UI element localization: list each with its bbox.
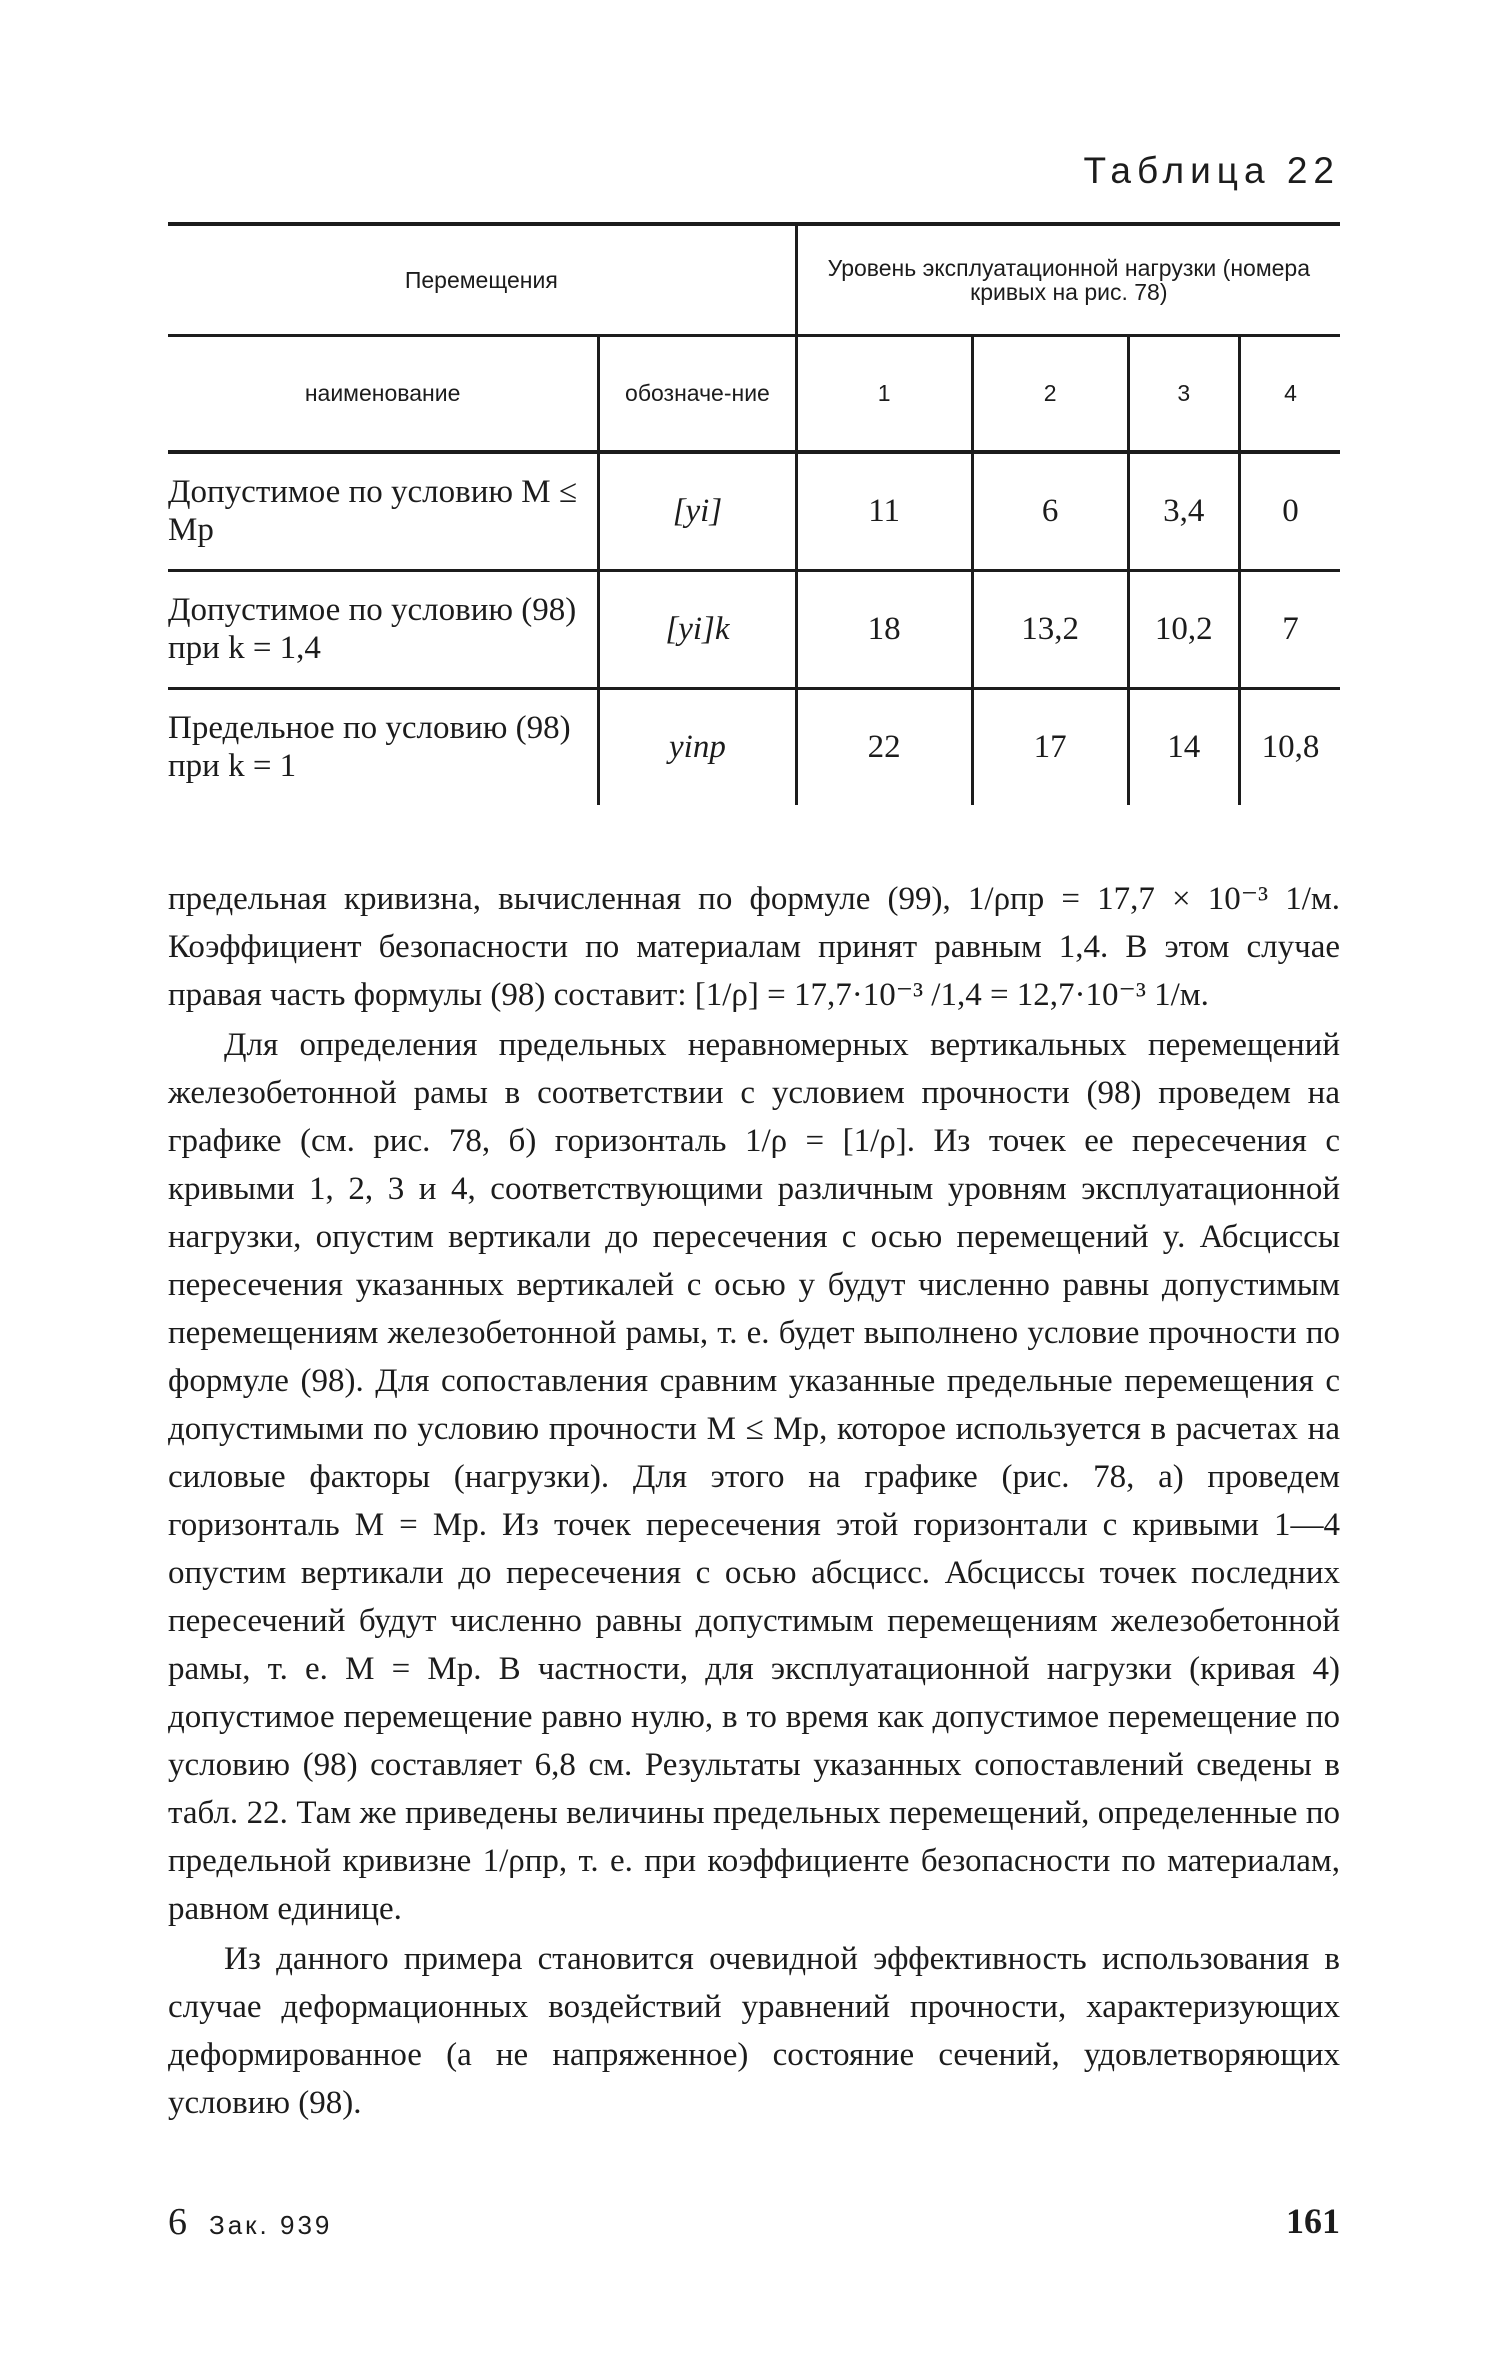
cell-value: 3,4 [1128, 452, 1239, 571]
cell-value: 14 [1128, 689, 1239, 806]
header-designation: обозначе-ние [599, 336, 796, 453]
cell-value: 13,2 [972, 571, 1128, 689]
cell-value: 7 [1239, 571, 1340, 689]
row-designation: [yi]k [599, 571, 796, 689]
table-row [168, 571, 1340, 689]
row-designation: [yi] [599, 452, 796, 571]
header-curve-4: 4 [1239, 336, 1340, 453]
row-name: Допустимое по условию (98) при k = 1,4 [168, 571, 599, 689]
paragraph: Для определения предельных неравномерных вертикальных перемещений железобетонной рамы в соответствии с условием прочности (98) проведем на графике (см. рис. 78, б) горизонталь 1/ρ = [1/ρ]. Из точек ее пересечения с кривыми 1, 2, 3 и 4, соответствующими различным уровням эксплуатационной нагрузки, опустим вертикали до пересечения с осью перемещений y. Абсциссы пересечения указанных вертикалей с осью y будут численно равны допустимым перемещениям железобетонной рамы, т. е. будет выполнено условие прочности по формуле (98). Для сопоставления сравним указанные предельные перемещения с допустимыми по условию прочности M ≤ Mр, которое используется в расчетах на силовые факторы (нагрузки). Для этого на графике (рис. 78, а) проведем горизонталь M = Mр. Из точек пересечения этой горизонтали с кривыми 1—4 опустим вертикали до пересечения с осью абсцисс. Абсциссы точек последних пересечений будут численно равны допустимым перемещениям железобетонной рамы, т. е. M = Mр. В частности, для эксплуатационной нагрузки (кривая 4) допустимое перемещение равно нулю, в то время как допустимое перемещение по условию (98) составляет 6,8 см. Результаты указанных сопоставлений сведены в табл. 22. Там же приведены величины предельных перемещений, определенные по предельной кривизне 1/ρпр, т. е. при коэффициенте безопасности по материалам, равном единице. [168, 1027, 1340, 1927]
printer-signature [168, 2200, 332, 2244]
row-designation: yiпр [599, 689, 796, 806]
table-row [168, 689, 1340, 806]
paragraph: предельная кривизна, вычисленная по формуле (99), 1/ρпр = 17,7 × 10⁻³ 1/м. Коэффициент безопасности по материалам принят равным 1,4. В этом случае правая часть формулы (98) составит: [1/ρ] = 17,7·10⁻³ /1,4 = 12,7·10⁻³ 1/м. [168, 881, 1340, 1013]
row-name: Допустимое по условию M ≤ Mр [168, 452, 599, 571]
page-footer [168, 2200, 1340, 2250]
row-name: Предельное по условию (98) при k = 1 [168, 709, 571, 784]
displacement-table [168, 222, 1340, 805]
cell-value: 11 [796, 452, 972, 571]
header-curve-2: 2 [972, 336, 1128, 453]
cell-value: 10,8 [1239, 689, 1340, 806]
cell-value: 6 [972, 452, 1128, 571]
header-displacements: Перемещения [168, 224, 796, 336]
cell-value: 22 [796, 689, 972, 806]
table-row [168, 452, 1340, 571]
cell-value: 17 [972, 689, 1128, 806]
paragraph: Из данного примера становится очевидной эффективность использования в случае деформационных воздействий уравнений прочности, характеризующих деформированное (а не напряженное) состояние сечений, удовлетворяющих условию (98). [168, 1941, 1340, 2121]
cell-value: 0 [1239, 452, 1340, 571]
table-caption: Таблица 22 [1083, 150, 1340, 191]
page-number: 161 [1286, 2201, 1340, 2241]
order-number: Зак. 939 [209, 2210, 333, 2240]
header-name: наименование [168, 336, 599, 453]
page [168, 150, 1340, 2127]
body-text [168, 875, 1340, 2127]
cell-value: 18 [796, 571, 972, 689]
signature-number: 6 [168, 2201, 187, 2243]
header-curve-1: 1 [796, 336, 972, 453]
header-curve-3: 3 [1128, 336, 1239, 453]
cell-value: 10,2 [1128, 571, 1239, 689]
header-load-level: Уровень эксплуатационной нагрузки (номера кривых на рис. 78) [796, 224, 1340, 336]
